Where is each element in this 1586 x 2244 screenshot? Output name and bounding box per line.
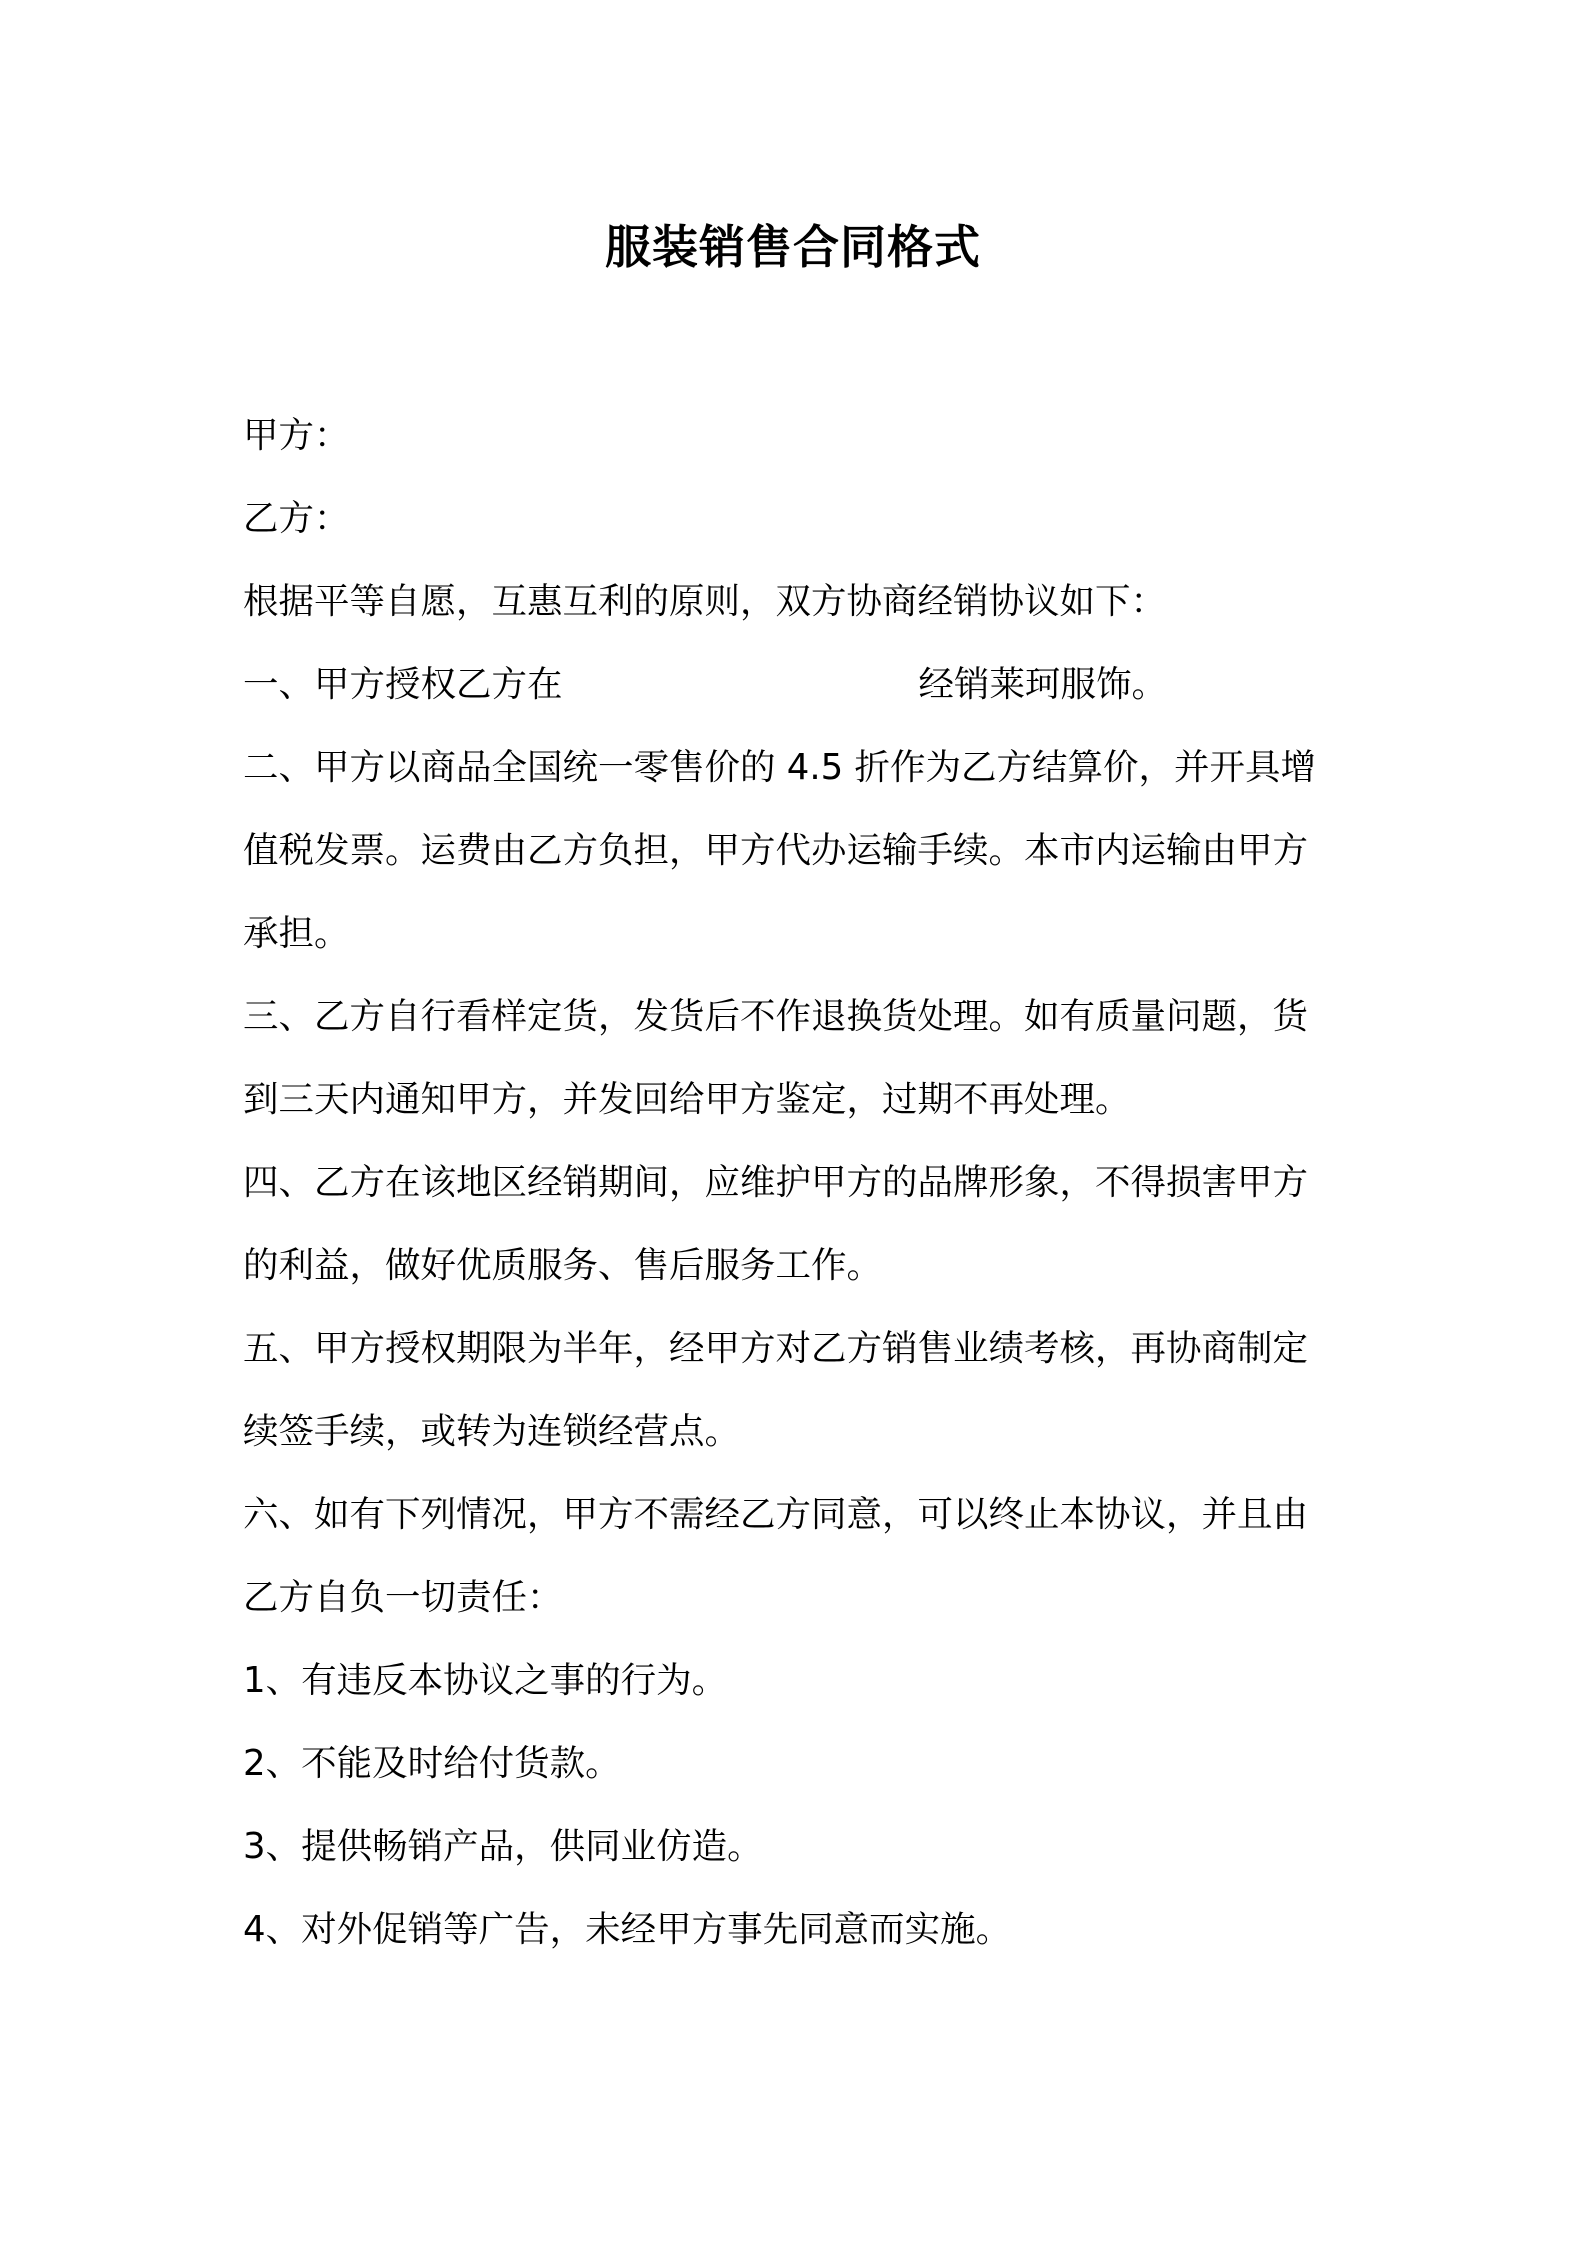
clause-4-line-1: 四、乙方在该地区经销期间，应维护甲方的品牌形象，不得损害甲方 (243, 1162, 1309, 1203)
clause-5-line-1: 五、甲方授权期限为半年，经甲方对乙方销售业绩考核，再协商制定 (243, 1328, 1309, 1369)
clause-3-line-2: 到三天内通知甲方，并发回给甲方鉴定，过期不再处理。 (243, 1079, 1131, 1120)
clause-1 (243, 655, 1363, 715)
clause-2-line-3: 承担。 (243, 913, 350, 954)
list-item-4: 4、对外促销等广告，未经甲方事先同意而实施。 (243, 1909, 1012, 1950)
clause-5-line-2: 续签手续，或转为连锁经营点。 (243, 1411, 741, 1452)
clause-1-before: 一、甲方授权乙方在 (243, 664, 563, 705)
clause-6-line-2: 乙方自负一切责任： (243, 1577, 563, 1618)
clause-2-line-2: 值税发票。运费由乙方负担，甲方代办运输手续。本市内运输由甲方 (243, 830, 1309, 871)
clause-1-after: 经销莱珂服饰。 (918, 664, 1168, 705)
clause-3-line-1: 三、乙方自行看样定货，发货后不作退换货处理。如有质量问题，货 (243, 996, 1309, 1037)
clause-4-line-2: 的利益，做好优质服务、售后服务工作。 (243, 1245, 883, 1286)
clause-6-line-1: 六、如有下列情况，甲方不需经乙方同意，可以终止本协议，并且由 (243, 1494, 1309, 1535)
preamble: 根据平等自愿，互惠互利的原则，双方协商经销协议如下： (243, 581, 1167, 622)
document-title: 服装销售合同格式 (605, 220, 981, 274)
list-item-1: 1、有违反本协议之事的行为。 (243, 1660, 728, 1701)
party-a-label: 甲方： (243, 415, 350, 456)
clause-2-line-1: 二、甲方以商品全国统一零售价的 4.5 折作为乙方结算价，并开具增 (243, 747, 1317, 788)
list-item-3: 3、提供畅销产品，供同业仿造。 (243, 1826, 763, 1867)
list-item-2: 2、不能及时给付货款。 (243, 1743, 621, 1784)
party-b-label: 乙方： (243, 498, 350, 539)
